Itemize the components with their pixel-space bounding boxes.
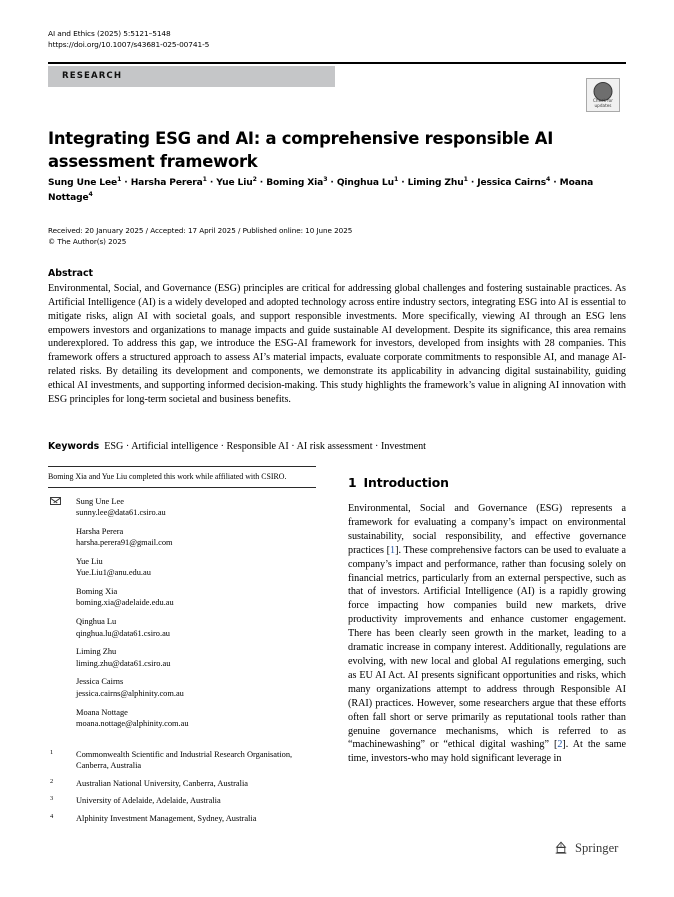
check-for-updates-badge[interactable] [586,78,620,112]
contact-name: Qinghua Lu [76,617,117,627]
contact-email[interactable]: liming.zhu@data61.csiro.au [76,658,171,668]
crossmark-label-line1: Check for [593,98,613,103]
paper-title: Integrating ESG and AI: a comprehensive responsible AI assessment framework [48,128,554,171]
header-rule [48,62,626,64]
contact-name: Sung Une Lee [76,496,124,506]
affiliation-entry [48,813,320,824]
crossmark-label [587,99,619,109]
author-separator: · [327,178,337,188]
keyword-separator: · [218,441,227,452]
introduction-part1: Environmental, Social and Governance (ESG) represents a framework for evaluating a company’s impact on environmental sustainability, social responsibility, and effective governance practices [ [348,503,626,556]
publication-history [48,226,568,247]
author-affiliation-marker: 1 [393,175,399,183]
contact-email[interactable]: moana.nottage@alphinity.com.au [76,718,189,728]
contact-entry [48,646,320,669]
contact-name: Jessica Cairns [76,677,124,687]
author-affiliation-marker: 4 [88,190,93,198]
contact-list [48,488,320,729]
author-name: Liming Zhu [407,178,464,188]
author-separator: · [256,178,267,188]
crossmark-label-line2: updates [594,102,612,108]
author-affiliation-marker: 1 [202,175,207,183]
contact-email[interactable]: Yue.Liu1@anu.edu.au [76,568,151,578]
author-name: Qinghua Lu [336,178,394,188]
contact-email[interactable]: harsha.perera91@gmail.com [76,538,173,548]
author-affiliation-marker: 2 [252,175,257,183]
contact-name: Yue Liu [76,557,103,567]
introduction-part3: ]. At the same time, investors-who may hold significant leverage in [348,739,626,765]
affiliation-text: Australian National University, Canberra, Australia [76,778,249,788]
journal-running-head [48,28,548,50]
footnote-text: Boming Xia and Yue Liu completed this work while affiliated with CSIRO. [48,471,287,481]
contact-name: Harsha Perera [76,526,124,536]
contact-email[interactable]: qinghua.lu@data61.csiro.au [76,628,170,638]
article-type-banner [48,66,335,87]
contact-entry [48,586,320,609]
contact-name: Boming Xia [76,587,118,597]
author-affiliation-marker: 1 [117,175,122,183]
introduction-body [348,502,626,766]
affiliation-number: 3 [50,795,54,803]
keyword-item[interactable]: Artificial intelligence [131,441,219,452]
citation-link-2[interactable]: 2 [557,739,563,751]
copyright-line: © The Author(s) 2025 [48,236,127,246]
affiliation-text: Alphinity Investment Management, Sydney, Australia [76,813,257,823]
affiliation-entry [48,749,320,771]
author-separator: · [206,178,217,188]
author-name: Boming Xia [266,178,324,188]
left-column [48,466,320,831]
keyword-separator: · [123,441,132,452]
author-affiliation-marker: 3 [323,175,328,183]
keywords-heading: Keywords [48,441,100,452]
affiliation-entry [48,795,320,806]
contact-email[interactable]: sunny.lee@data61.csiro.au [76,508,166,518]
author-name: Jessica Cairns [477,178,547,188]
author-name: Harsha Perera [130,178,203,188]
contact-entry [48,616,320,639]
contact-entry [48,496,320,519]
keyword-separator: · [288,441,297,452]
contact-name: Liming Zhu [76,647,117,657]
keyword-separator: · [372,441,381,452]
introduction-number: 1 [348,475,357,490]
author-separator: · [398,178,408,188]
keyword-item[interactable]: AI risk assessment [296,441,373,452]
introduction-part2: ]. These comprehensive factors can be used to evaluate a company’s impact and performance, rather than focusing solely on financial metrics, particularly from an external perspective, such as that of investors. Artificial Intelligence (AI) is a rapidly growing force impacting how companies build new markets, drive productivity improvements and enhance customer engagement. There has been clearly seen growth in the market, leading to a dramatic increase in company interest. Additionally, regulations are evolving, with new local and global AI regulations emerging, such as EU AI Act. AI presents significant opportunities and risks, which many organizations attempt to address through Responsible AI (RAI) practices. However, some researchers argue that these efforts often fall short or serve primarily as reputational tools rather than genuine governance mechanisms, which is referred to as “machinewashing” or “ethical digital washing” [ [348,544,626,751]
journal-doi-line[interactable]: https://doi.org/10.1007/s43681-025-00741-5 [48,40,210,50]
contact-name: Moana Nottage [76,707,128,717]
author-name: Moana Nottage [48,178,594,203]
publisher-name: Springer [575,841,619,855]
affiliation-number: 4 [50,812,54,820]
keyword-item[interactable]: Investment [380,441,426,452]
affiliation-number: 1 [50,748,54,756]
contact-email[interactable]: boming.xia@adelaide.edu.au [76,598,174,608]
introduction-title: Introduction [363,475,449,490]
author-separator: · [550,178,560,188]
abstract-heading: Abstract [48,268,94,279]
contact-entry [48,707,320,730]
author-separator: · [121,178,131,188]
author-affiliation-marker: 4 [546,175,551,183]
author-name: Yue Liu [216,178,253,188]
publication-dates: Received: 20 January 2025 / Accepted: 17 April 2025 / Published online: 10 June 2025 [48,226,353,235]
introduction-heading [348,475,626,490]
publisher-mark [553,840,633,860]
affiliation-list [48,737,320,825]
keywords-items [104,441,426,452]
abstract-text: Environmental, Social, and Governance (ESG) principles are critical for addressing global challenges and fostering sustainable practices. As Artificial Intelligence (AI) is a widely developed and adopted technology across entire industry sectors, integrating ESG into AI is essential to mitigate risks, align AI with societal goals, and support responsible investments. More specifically, viewing AI through an ESG lens empowers investors and organizations to manage impacts and guide sustainable AI development. Despite its significance, this area remains underexplored. To address this gap, we introduce the ESG-AI framework for investors, developed from insights with 28 companies. This framework offers a structured approach to assess AI’s material impacts, evaluate corporate commitments to responsible AI, and manage AI-related risks. By detailing its development and components, we demonstrate its applicability in advancing digital sustainability, guiding ethical AI investments, and supporting informed decision-making. This study highlights the framework’s value in aligning AI innovation with ESG principles for long-term societal and business benefits. [48,283,626,405]
contact-entry [48,556,320,579]
keyword-item[interactable]: ESG [104,441,124,452]
envelope-icon [50,497,61,505]
affiliation-text: Commonwealth Scientific and Industrial Research Organisation, Canberra, Australia [76,749,293,770]
affiliation-entry [48,778,320,789]
author-affiliation-marker: 1 [463,175,468,183]
citation-link-1[interactable]: 1 [390,544,396,556]
author-separator: · [467,178,478,188]
affiliation-text: University of Adelaide, Adelaide, Australia [76,796,221,806]
springer-logo-icon [553,841,569,856]
right-column [348,466,626,766]
author-name: Sung Une Lee [48,178,118,188]
contact-entry [48,676,320,699]
author-list [48,176,608,206]
article-type-label: RESEARCH [62,71,123,81]
affiliation-number: 2 [50,777,54,785]
keywords-line [48,440,626,454]
journal-citation-line: AI and Ethics (2025) 5:5121–5148 [48,29,171,38]
keyword-item[interactable]: Responsible AI [226,441,289,452]
contact-email[interactable]: jessica.cairns@alphinity.com.au [76,688,184,698]
contact-entry [48,526,320,549]
